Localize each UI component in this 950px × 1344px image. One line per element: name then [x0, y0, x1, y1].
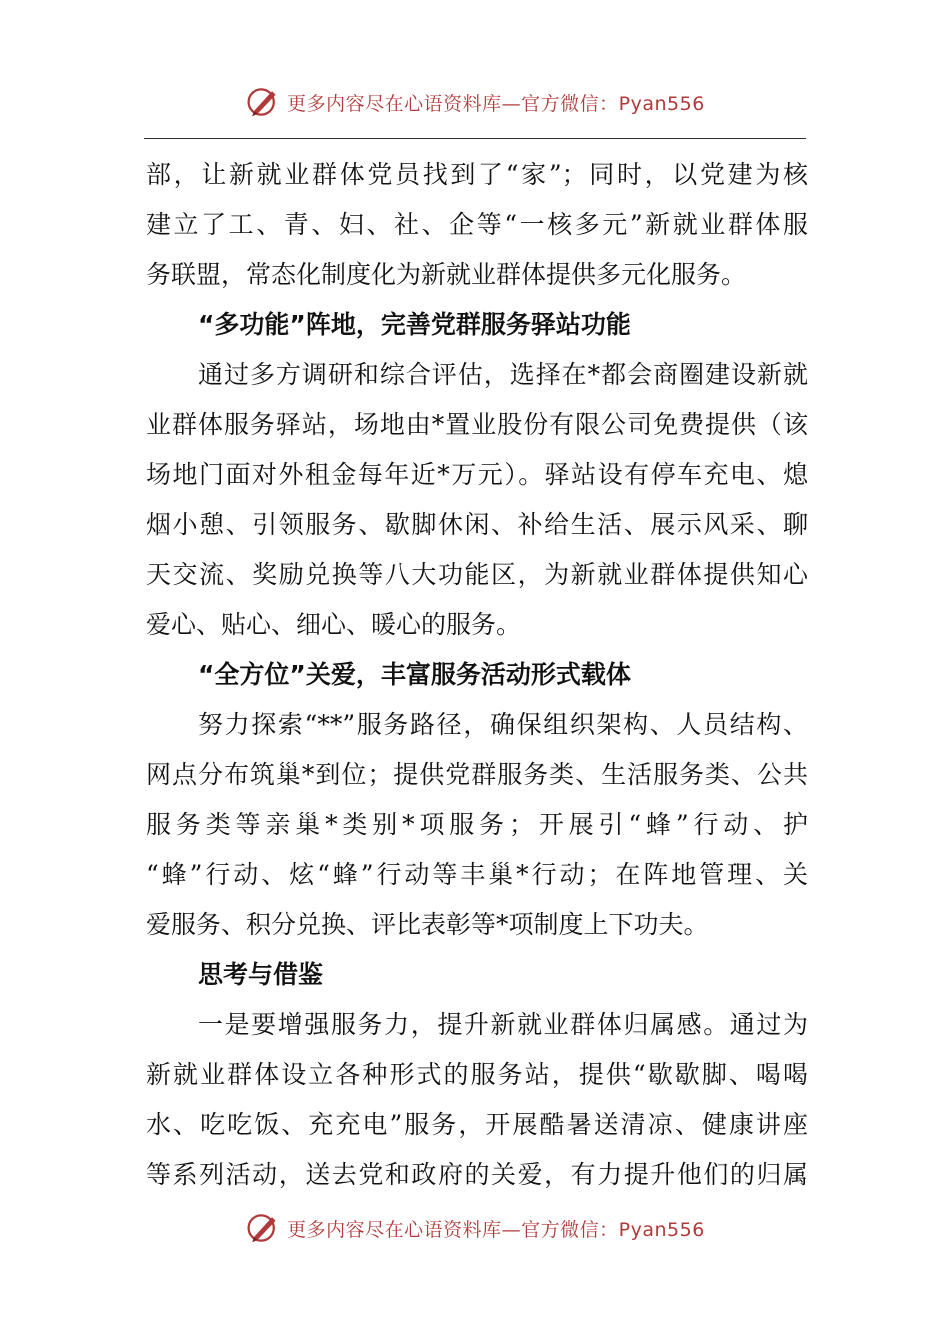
text-line: 业群体服务驿站，场地由*置业股份有限公司免费提供（该 [146, 410, 808, 439]
section-heading: “多功能”阵地，完善党群服务驿站功能 [198, 310, 631, 339]
text-line: 天交流、奖励兑换等八大功能区，为新就业群体提供知心 [146, 560, 808, 589]
footer-banner-text [287, 1215, 705, 1242]
text-line: 建立了工、青、妇、社、企等“一核多元”新就业群体服 [146, 210, 808, 239]
banner-slogan: 更多内容尽在心语资料库—官方微信： [287, 92, 619, 115]
text-line: 务联盟，常态化制度化为新就业群体提供多元化服务。 [146, 260, 747, 289]
text-line: 爱服务、积分兑换、评比表彰等*项制度上下功夫。 [146, 910, 709, 939]
pen-logo-icon [245, 1210, 281, 1246]
text-line: 通过多方调研和综合评估，选择在*都会商圈建设新就 [198, 360, 808, 389]
text-line: “蜂”行动、炫“蜂”行动等丰巢*行动；在阵地管理、关 [146, 860, 808, 889]
pen-logo-icon [245, 84, 281, 120]
text-line: 爱心、贴心、细心、暖心的服务。 [146, 610, 522, 639]
text-line: 烟小憩、引领服务、歇脚休闲、补给生活、展示风采、聊 [146, 510, 808, 539]
text-line: 一是要增强服务力，提升新就业群体归属感。通过为 [198, 1010, 808, 1039]
section-heading: 思考与借鉴 [198, 960, 324, 989]
banner-slogan: 更多内容尽在心语资料库—官方微信： [287, 1218, 619, 1241]
text-line: 服务类等亲巢*类别*项服务；开展引“蜂”行动、护 [146, 810, 808, 839]
text-line: 努力探索“**”服务路径，确保组织架构、人员结构、 [198, 710, 808, 739]
section-heading: “全方位”关爱，丰富服务活动形式载体 [198, 660, 631, 689]
text-line: 部，让新就业群体党员找到了“家”；同时，以党建为核 [146, 160, 808, 189]
document-body [146, 150, 808, 1200]
header-divider [144, 138, 806, 139]
wechat-id: Pyan556 [618, 1218, 705, 1241]
text-line: 新就业群体设立各种形式的服务站，提供“歇歇脚、喝喝 [146, 1060, 808, 1089]
text-line: 网点分布筑巢*到位；提供党群服务类、生活服务类、公共 [146, 760, 808, 789]
text-line: 水、吃吃饭、充充电”服务，开展酷暑送清凉、健康讲座 [146, 1110, 808, 1139]
text-line: 场地门面对外租金每年近*万元）。驿站设有停车充电、熄 [146, 460, 808, 489]
wechat-id: Pyan556 [618, 92, 705, 115]
text-line: 等系列活动，送去党和政府的关爱，有力提升他们的归属 [146, 1160, 808, 1189]
footer-banner [0, 1206, 950, 1250]
header-banner [0, 80, 950, 124]
header-banner-text [287, 89, 705, 116]
